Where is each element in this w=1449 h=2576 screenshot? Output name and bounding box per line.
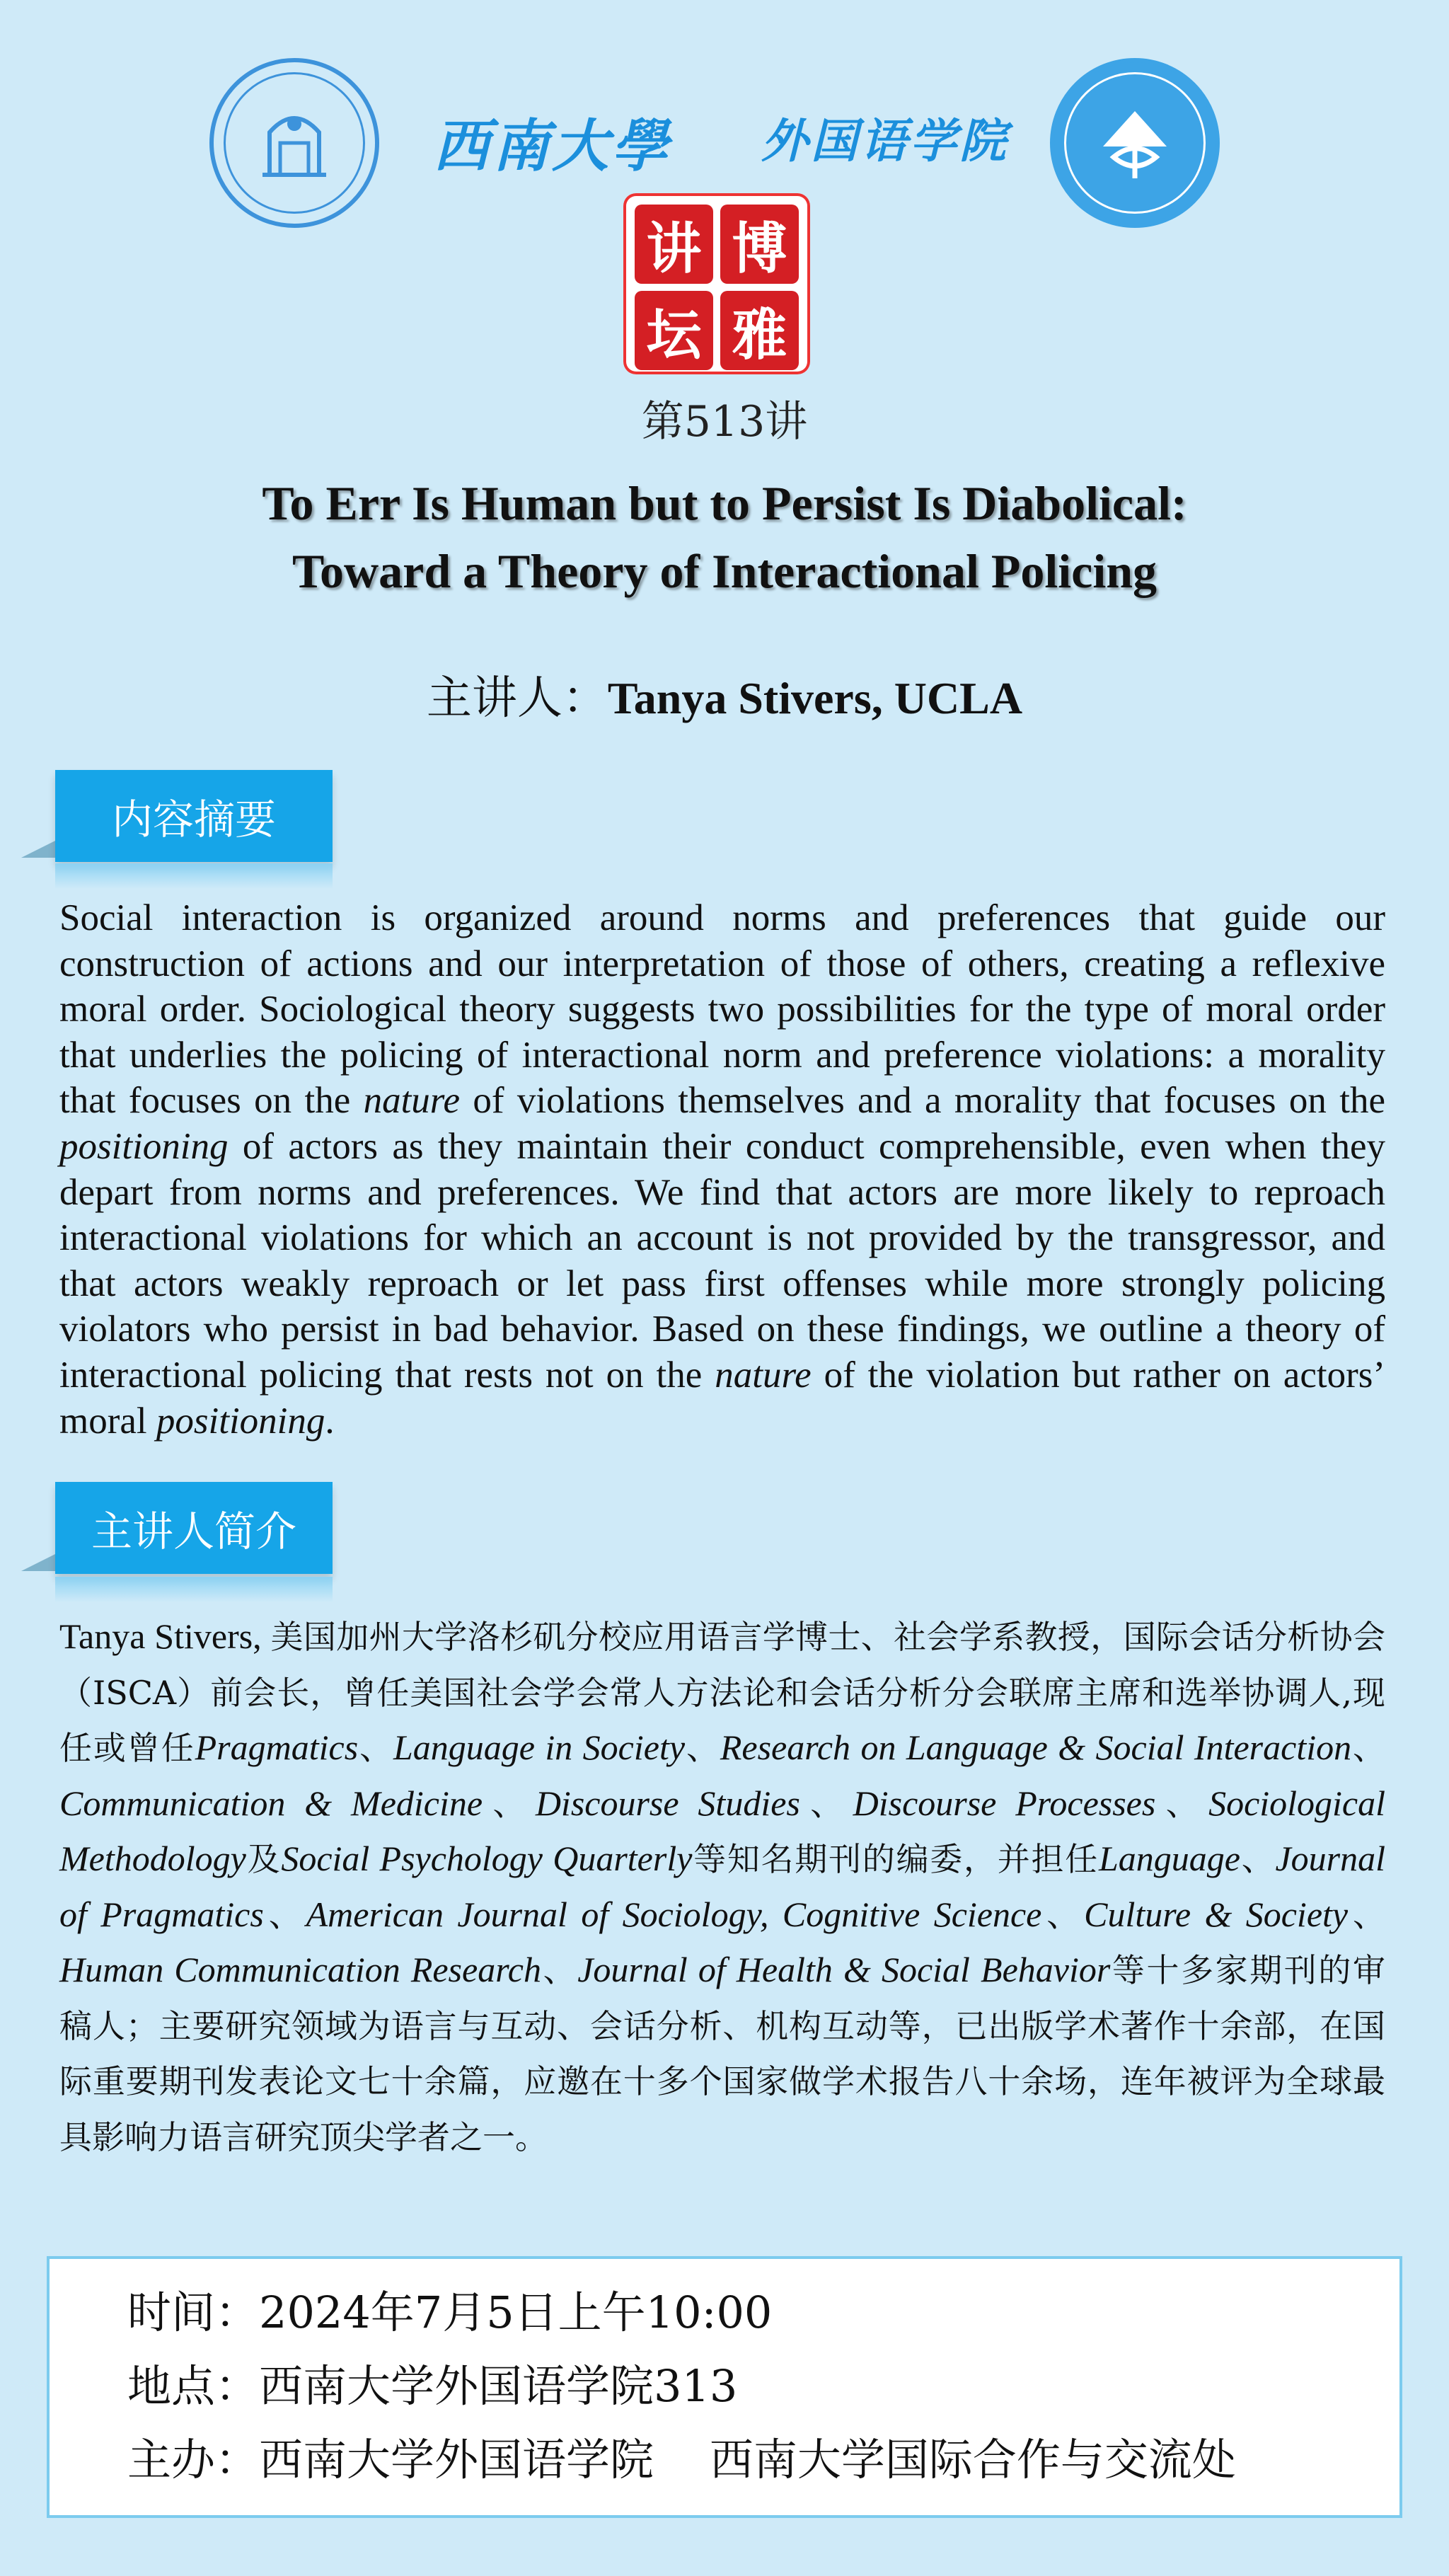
seal-emblem-icon (241, 90, 347, 196)
abstract-section-tab: 内容摘要 (55, 770, 333, 862)
journal-name: Discourse Studies (535, 1783, 800, 1823)
tab-glow (55, 863, 333, 889)
abstract-part: . (325, 1400, 335, 1442)
abstract-part: Social interaction is organized around norms and preferences that guide our construction of actions and our interpretation of those of others, creating a reflexive moral order. Sociological theory suggests two possibilities for the type of moral order that underlies the policing of interactional norm and preference violations: a morality that focuses on the (59, 897, 1385, 1122)
stamp-char: 坛 (635, 291, 713, 370)
bio-separator: 、 (685, 1729, 720, 1767)
speaker-name: Tanya Stivers, UCLA (607, 673, 1023, 723)
journal-name: Research on Language & Social Interaction (720, 1727, 1352, 1767)
bio-separator: 、 (1348, 1895, 1385, 1934)
bio-separator: 、 (483, 1784, 536, 1823)
event-time: 时间：2024年7月5日上午10:00 (127, 2287, 773, 2338)
journal-name: Pragmatics (195, 1727, 359, 1767)
journal-name: Journal of Pragmatics (59, 1839, 1386, 1934)
seal-inner-ring (224, 72, 365, 214)
bio-separator: 及 (246, 1840, 282, 1878)
abstract-emphasis: nature (363, 1080, 460, 1122)
journal-name: Language in Society (393, 1727, 686, 1767)
college-seal-inner-ring (1064, 72, 1206, 214)
journal-name: Journal of Health & Social Behavior (577, 1950, 1111, 1989)
abstract-part: of the violation but rather on actors’ moral (59, 1354, 1385, 1442)
bio-separator: 、 (358, 1729, 393, 1767)
journal-name: Sociological Methodology (59, 1783, 1386, 1878)
tab-fold-shadow (21, 1554, 55, 1571)
abstract-part: of actors as they maintain their conduct comprehensible, even when they depart from norms and preferences. We find that actors are more likely to reproach interactional violations for which an account is not provided by the transgressor, and that actors weakly reproach or let pass first offenses while more strongly policing violators who persist in bad behavior. Based on these findings, we outline a theory of interactional policing that rests not on the (59, 1125, 1385, 1396)
talk-title-line-2: Toward a Theory of Interactional Policing (291, 544, 1158, 598)
journal-name: Language (1099, 1839, 1240, 1878)
bio-part: 等十多家期刊的审稿人；主要研究领域为语言与互动、会话分析、机构互动等，已出版学术著作十余部，在国际重要期刊发表论文七十余篇，应邀在十多个国家做学术报告八十余场，连年被评为全球最具影响力语言研究顶尖学者之一。 (59, 1951, 1386, 2156)
journal-name: Human Communication Research (59, 1950, 542, 1989)
university-name-calligraphy: 西南大學 (433, 113, 671, 179)
event-host: 主办：西南大学外国语学院 西南大学国际合作与交流处 (127, 2434, 1236, 2485)
bio-part: 美国加州大学洛杉矶分校应用语言学博士、社会学系教授，国际会话分析协会（ISCA）前会长，曾任美国社会学会常人方法论和会话分析分会联席主席和选举协调人,现任或曾任 (59, 1618, 1386, 1767)
bio-separator: 、 (1351, 1729, 1386, 1767)
stamp-char: 雅 (720, 291, 799, 370)
abstract-text (59, 895, 1385, 1444)
bio-separator: 、 (799, 1784, 853, 1823)
speaker-bio-text (59, 1609, 1385, 2165)
stamp-char: 博 (720, 205, 799, 284)
college-emblem-icon (1082, 90, 1188, 196)
tab-glow (55, 1577, 333, 1602)
bio-separator: 、 (263, 1895, 306, 1934)
abstract-emphasis: positioning (59, 1125, 229, 1167)
event-place: 地点：西南大学外国语学院313 (127, 2360, 738, 2412)
journal-name: Social Psychology Quarterly (281, 1839, 693, 1878)
journal-name: American Journal of Sociology, Cognitive Science (306, 1894, 1042, 1934)
southwest-university-seal (209, 58, 379, 228)
bio-separator: 、 (1041, 1895, 1085, 1934)
bio-separator: 、 (1155, 1784, 1209, 1823)
abstract-emphasis: positioning (156, 1400, 325, 1442)
bio-separator: 、 (1240, 1840, 1276, 1878)
bio-separator: 、 (541, 1951, 578, 1989)
abstract-emphasis: nature (715, 1354, 812, 1396)
abstract-part: of violations themselves and a morality that focuses on the (460, 1080, 1385, 1122)
college-name-calligraphy: 外国语学院 (761, 114, 1009, 168)
journal-name: Communication & Medicine (59, 1783, 483, 1823)
speaker-line (0, 662, 1449, 727)
college-seal (1050, 58, 1220, 228)
bio-part: Tanya Stivers, (59, 1616, 271, 1656)
talk-title-line-1: To Err Is Human but to Persist Is Diabolical: (262, 476, 1187, 530)
stamp-char: 讲 (635, 205, 713, 284)
lecture-number: 第513讲 (641, 397, 808, 447)
lecture-series-stamp (623, 193, 810, 374)
bio-section-tab: 主讲人简介 (55, 1482, 333, 1574)
journal-name: Culture & Society (1084, 1894, 1349, 1934)
bio-part: 等知名期刊的编委，并担任 (692, 1840, 1099, 1878)
speaker-label: 主讲人： (426, 672, 608, 725)
tab-fold-shadow (21, 841, 55, 858)
journal-name: Discourse Processes (853, 1783, 1156, 1823)
